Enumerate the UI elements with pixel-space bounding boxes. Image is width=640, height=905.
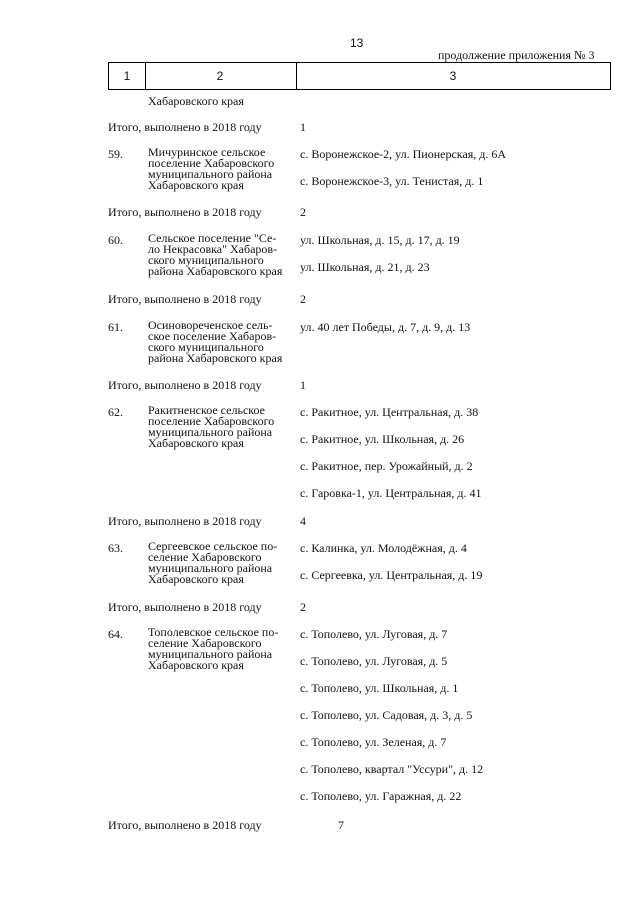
continuation-label: продолжение приложения № 3 <box>438 48 595 62</box>
settlement-line: Хабаровского края <box>148 178 244 192</box>
address: с. Гаровка-1, ул. Центральная, д. 41 <box>300 486 482 500</box>
settlement-line: поселение Хабаровского <box>148 414 275 428</box>
settlement-line: Ракитненское сельское <box>148 403 265 417</box>
address: с. Тополево, ул. Луговая, д. 7 <box>300 627 448 641</box>
total-value: 1 <box>300 378 306 392</box>
total-value: 1 <box>300 120 306 134</box>
row-number: 64. <box>108 627 123 641</box>
settlement-line: селение Хабаровского <box>148 636 262 650</box>
row-number: 61. <box>108 320 123 334</box>
total-value: 4 <box>300 514 306 528</box>
address: ул. Школьная, д. 15, д. 17, д. 19 <box>300 233 460 247</box>
row-number: 62. <box>108 405 123 419</box>
settlement-line: селение Хабаровского <box>148 550 262 564</box>
settlement-line: поселение Хабаровского <box>148 156 275 170</box>
total-value: 2 <box>300 600 306 614</box>
settlement-line: Сергеевское сельское по- <box>148 539 278 553</box>
settlement-line: ского муниципального <box>148 253 264 267</box>
address: с. Ракитное, ул. Школьная, д. 26 <box>300 432 465 446</box>
settlement-line: муниципального района <box>148 647 273 661</box>
address: с. Тополево, ул. Луговая, д. 5 <box>300 654 448 668</box>
col-header-1: 1 <box>108 62 146 90</box>
total-label: Итого, выполнено в 2018 году <box>108 378 262 392</box>
address: с. Сергеевка, ул. Центральная, д. 19 <box>300 568 483 582</box>
col-header-2: 2 <box>144 62 297 90</box>
settlement-line: ского муниципального <box>148 340 264 354</box>
address: с. Ракитное, ул. Центральная, д. 38 <box>300 405 479 419</box>
total-label: Итого, выполнено в 2018 году <box>108 600 262 614</box>
settlement-line: района Хабаровского края <box>148 264 283 278</box>
settlement-line: Хабаровского края <box>148 572 244 586</box>
address: с. Воронежское-2, ул. Пионерская, д. 6А <box>300 147 507 161</box>
total-label: Итого, выполнено в 2018 году <box>108 205 262 219</box>
settlement-line: муниципального района <box>148 167 273 181</box>
address: с. Тополево, ул. Школьная, д. 1 <box>300 681 459 695</box>
total-label: Итого, выполнено в 2018 году <box>108 818 262 832</box>
row-number: 60. <box>108 233 123 247</box>
settlement-line: Осиновореченское сель- <box>148 318 273 332</box>
total-label: Итого, выполнено в 2018 году <box>108 514 262 528</box>
settlement-line: Мичуринское сельское <box>148 145 266 159</box>
address: ул. Школьная, д. 21, д. 23 <box>300 260 430 274</box>
page-number: 13 <box>350 36 364 50</box>
settlement-line: района Хабаровского края <box>148 351 283 365</box>
settlement-line: Хабаровского края <box>148 436 244 450</box>
total-value: 2 <box>300 205 306 219</box>
carryover-text: Хабаровского края <box>148 94 244 108</box>
settlement-line: Сельское поселение "Се- <box>148 231 277 245</box>
address: с. Тополево, квартал "Уссури", д. 12 <box>300 762 484 776</box>
address: с. Калинка, ул. Молодёжная, д. 4 <box>300 541 467 555</box>
settlement-line: муниципального района <box>148 425 273 439</box>
col-header-3: 3 <box>296 62 611 90</box>
total-label: Итого, выполнено в 2018 году <box>108 120 262 134</box>
address: с. Тополево, ул. Садовая, д. 3, д. 5 <box>300 708 473 722</box>
total-label: Итого, выполнено в 2018 году <box>108 292 262 306</box>
settlement-line: Тополевское сельское по- <box>148 625 279 639</box>
address: с. Воронежское-3, ул. Тенистая, д. 1 <box>300 174 484 188</box>
address: с. Ракитное, пер. Урожайный, д. 2 <box>300 459 473 473</box>
address: с. Тополево, ул. Гаражная, д. 22 <box>300 789 462 803</box>
total-value: 2 <box>300 292 306 306</box>
settlement-line: Хабаровского края <box>148 658 244 672</box>
total-value: 7 <box>338 818 344 832</box>
address: с. Тополево, ул. Зеленая, д. 7 <box>300 735 447 749</box>
settlement-line: ское поселение Хабаров- <box>148 329 277 343</box>
address: ул. 40 лет Победы, д. 7, д. 9, д. 13 <box>300 320 471 334</box>
row-number: 59. <box>108 147 123 161</box>
settlement-line: ло Некрасовка" Хабаров- <box>148 242 278 256</box>
settlement-line: муниципального района <box>148 561 273 575</box>
row-number: 63. <box>108 541 123 555</box>
